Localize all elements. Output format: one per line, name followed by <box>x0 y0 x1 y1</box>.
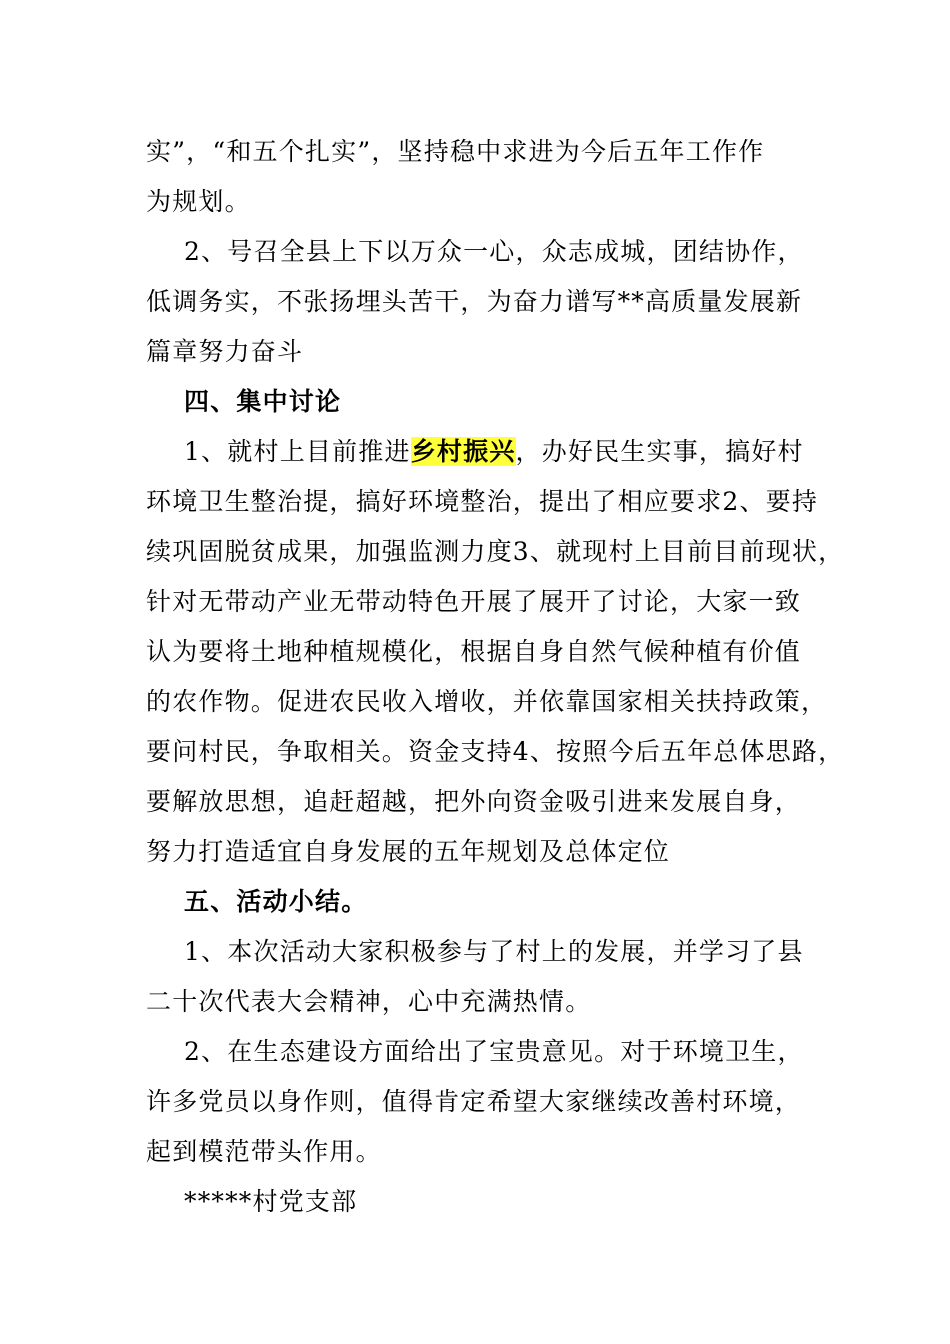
paragraph-line: 要解放思想，追赶超越，把外向资金吸引进来发展自身， <box>146 787 802 816</box>
paragraph-line: 1、本次活动大家积极参与了村上的发展，并学习了县 <box>184 937 804 966</box>
paragraph-line: 环境卫生整治提，搞好环境整治，提出了相应要求2、要持 <box>146 487 819 516</box>
paragraph-line: 为规划。 <box>146 187 251 216</box>
paragraph-line: 许多党员以身作则，值得肯定希望大家继续改善村环境， <box>146 1087 802 1116</box>
paragraph-line: 努力打造适宜自身发展的五年规划及总体定位 <box>146 837 671 866</box>
paragraph-line: 要问村民，争取相关。资金支持4、按照今后五年总体思路， <box>146 737 845 766</box>
paragraph-line <box>184 437 804 467</box>
paragraph-line: 篇章努力奋斗 <box>146 337 304 366</box>
signature-line: *****村党支部 <box>184 1187 358 1216</box>
section-heading: 四、集中讨论 <box>184 387 342 416</box>
paragraph-line: 的农作物。促进农民收入增收，并依靠国家相关扶持政策， <box>146 687 828 716</box>
paragraph-line: 针对无带动产业无带动特色开展了展开了讨论，大家一致 <box>146 587 802 616</box>
paragraph-line: 2、在生态建设方面给出了宝贵意见。对于环境卫生， <box>184 1037 804 1066</box>
paragraph-line: 二十次代表大会精神，心中充满热情。 <box>146 987 592 1016</box>
section-heading: 五、活动小结。 <box>184 887 368 916</box>
paragraph-line: 认为要将土地种植规模化，根据自身自然气候种植有价值 <box>146 637 802 666</box>
paragraph-line: 低调务实，不张扬埋头苦干，为奋力谱写**高质量发展新 <box>146 287 803 316</box>
paragraph-line: 起到模范带头作用。 <box>146 1137 382 1166</box>
paragraph-line: 2、号召全县上下以万众一心，众志成城，团结协作， <box>184 237 804 266</box>
highlighted-text: 乡村振兴 <box>410 437 516 466</box>
paragraph-line: 实”，“和五个扎实”，坚持稳中求进为今后五年工作作 <box>146 137 765 166</box>
paragraph-line: 续巩固脱贫成果，加强监测力度3、就现村上目前目前现状， <box>146 537 845 566</box>
text-run: 1、就村上目前推进 <box>184 437 411 466</box>
text-run: ，办好民生实事，搞好村 <box>515 437 804 466</box>
